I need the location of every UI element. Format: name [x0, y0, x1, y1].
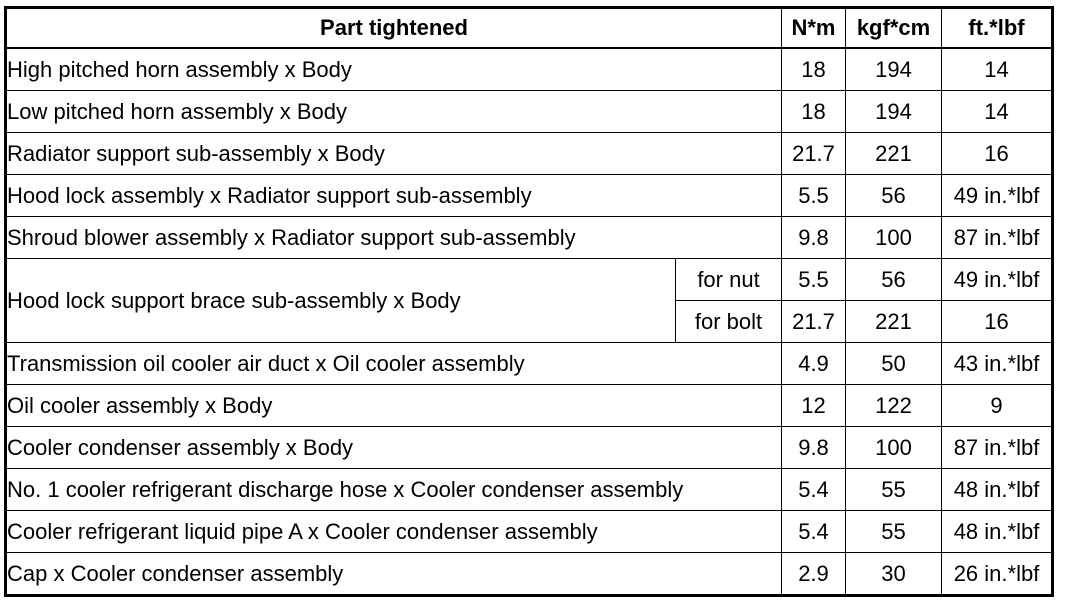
- part-cell: Oil cooler assembly x Body: [6, 385, 782, 427]
- table-row: [6, 133, 1053, 175]
- table-row: [6, 343, 1053, 385]
- ft-lbf-cell: 87 in.*lbf: [942, 217, 1053, 259]
- kgf-cell: 30: [846, 553, 942, 596]
- nm-cell: 4.9: [782, 343, 846, 385]
- part-cell: Cooler condenser assembly x Body: [6, 427, 782, 469]
- kgf-cell: 100: [846, 217, 942, 259]
- ft-lbf-cell: 87 in.*lbf: [942, 427, 1053, 469]
- nm-cell: 9.8: [782, 427, 846, 469]
- ft-lbf-cell: 49 in.*lbf: [942, 259, 1053, 301]
- kgf-cell: 55: [846, 469, 942, 511]
- kgf-cell: 55: [846, 511, 942, 553]
- table-row: [6, 48, 1053, 91]
- part-cell: Low pitched horn assembly x Body: [6, 91, 782, 133]
- torque-spec-container: [4, 6, 1054, 597]
- part-cell: Hood lock assembly x Radiator support sub-assembly: [6, 175, 782, 217]
- table-row: [6, 427, 1053, 469]
- table-row: [6, 511, 1053, 553]
- ft-lbf-cell: 14: [942, 48, 1053, 91]
- part-cell: Transmission oil cooler air duct x Oil cooler assembly: [6, 343, 782, 385]
- ft-lbf-cell: 14: [942, 91, 1053, 133]
- nm-cell: 21.7: [782, 301, 846, 343]
- ft-lbf-cell: 26 in.*lbf: [942, 553, 1053, 596]
- part-cell: Radiator support sub-assembly x Body: [6, 133, 782, 175]
- header-kgf-cm: kgf*cm: [846, 8, 942, 49]
- torque-spec-table: [4, 6, 1054, 597]
- sub-label-bolt: for bolt: [676, 301, 782, 343]
- nm-cell: 12: [782, 385, 846, 427]
- nm-cell: 5.4: [782, 469, 846, 511]
- table-row: [6, 217, 1053, 259]
- ft-lbf-cell: 49 in.*lbf: [942, 175, 1053, 217]
- kgf-cell: 194: [846, 91, 942, 133]
- kgf-cell: 56: [846, 175, 942, 217]
- table-row: [6, 91, 1053, 133]
- kgf-cell: 122: [846, 385, 942, 427]
- kgf-cell: 100: [846, 427, 942, 469]
- table-row: [6, 175, 1053, 217]
- nm-cell: 2.9: [782, 553, 846, 596]
- table-row: [6, 469, 1053, 511]
- part-cell: High pitched horn assembly x Body: [6, 48, 782, 91]
- header-nm: N*m: [782, 8, 846, 49]
- part-cell: Cap x Cooler condenser assembly: [6, 553, 782, 596]
- nm-cell: 5.5: [782, 259, 846, 301]
- nm-cell: 21.7: [782, 133, 846, 175]
- table-row: [6, 553, 1053, 596]
- nm-cell: 5.5: [782, 175, 846, 217]
- ft-lbf-cell: 9: [942, 385, 1053, 427]
- part-cell: No. 1 cooler refrigerant discharge hose x Cooler condenser assembly: [6, 469, 782, 511]
- nm-cell: 5.4: [782, 511, 846, 553]
- ft-lbf-cell: 16: [942, 301, 1053, 343]
- nm-cell: 18: [782, 91, 846, 133]
- part-cell: Shroud blower assembly x Radiator support sub-assembly: [6, 217, 782, 259]
- part-cell: Hood lock support brace sub-assembly x Body: [6, 259, 676, 343]
- kgf-cell: 194: [846, 48, 942, 91]
- table-row-split-nut: [6, 259, 1053, 301]
- kgf-cell: 221: [846, 301, 942, 343]
- kgf-cell: 50: [846, 343, 942, 385]
- nm-cell: 9.8: [782, 217, 846, 259]
- nm-cell: 18: [782, 48, 846, 91]
- table-row: [6, 385, 1053, 427]
- table-header-row: [6, 8, 1053, 49]
- header-part-tightened: Part tightened: [6, 8, 782, 49]
- ft-lbf-cell: 43 in.*lbf: [942, 343, 1053, 385]
- ft-lbf-cell: 16: [942, 133, 1053, 175]
- part-cell: Cooler refrigerant liquid pipe A x Cooler condenser assembly: [6, 511, 782, 553]
- sub-label-nut: for nut: [676, 259, 782, 301]
- header-ft-lbf: ft.*lbf: [942, 8, 1053, 49]
- ft-lbf-cell: 48 in.*lbf: [942, 511, 1053, 553]
- kgf-cell: 56: [846, 259, 942, 301]
- kgf-cell: 221: [846, 133, 942, 175]
- ft-lbf-cell: 48 in.*lbf: [942, 469, 1053, 511]
